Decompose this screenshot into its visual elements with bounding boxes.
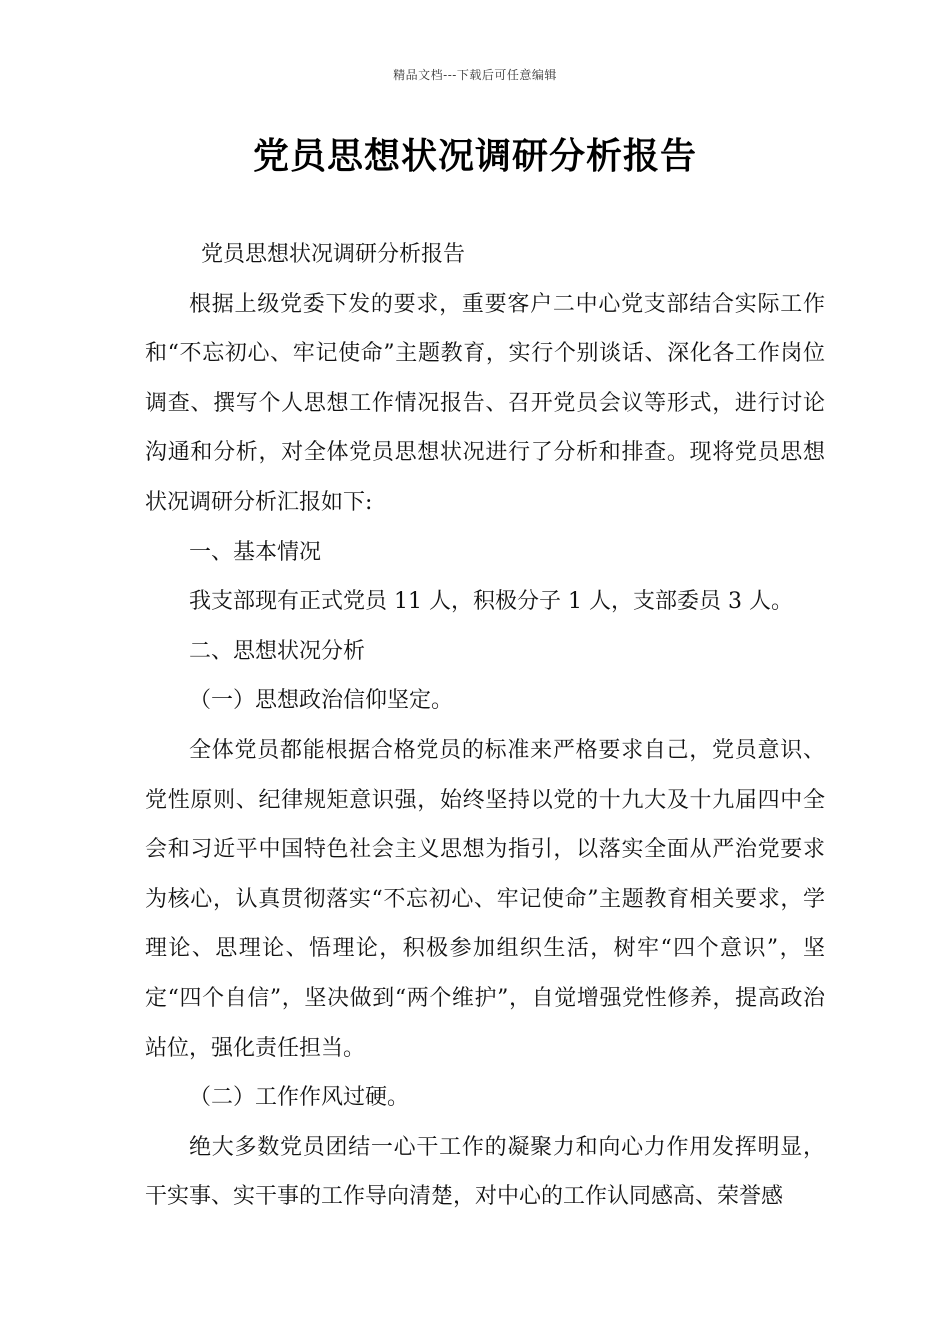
- subsection2-body: 绝大多数党员团结一心干工作的凝聚力和向心力作用发挥明显，干实事、实干事的工作导向清楚，对中心的工作认同感高、荣誉感: [145, 1134, 825, 1210]
- section1-heading: 一、基本情况: [189, 539, 322, 565]
- section1-body: 我支部现有正式党员 11 人，积极分子 1 人，支部委员 3 人。: [189, 589, 793, 615]
- document-subtitle: 党员思想状况调研分析报告: [201, 242, 466, 267]
- subsection1-heading: （一）思想政治信仰坚定。: [189, 688, 454, 714]
- document-title: 党员思想状况调研分析报告: [252, 136, 697, 177]
- document-body: [145, 230, 825, 1222]
- subsection2-heading: （二）工作作风过硬。: [189, 1085, 410, 1111]
- header-note: 精品文档---下载后可任意编辑: [393, 68, 557, 82]
- section2-heading: 二、思想状况分析: [189, 638, 366, 664]
- subsection1-body: 全体党员都能根据合格党员的标准来严格要求自己，党员意识、党性原则、纪律规矩意识强，始终坚持以党的十九大及十九届四中全会和习近平中国特色社会主义思想为指引，以落实全面从严治党要求为核心，认真贯彻落实“不忘初心、牢记使命”主题教育相关要求，学理论、思理论、悟理论，积极参加组织生活，树牢“四个意识”，坚定“四个自信”，坚决做到“两个维护”，自觉增强党性修养，提高政治站位，强化责任担当。: [145, 737, 825, 1061]
- paragraph-intro: 根据上级党委下发的要求，重要客户二中心党支部结合实际工作和“不忘初心、牢记使命”主题教育，实行个别谈话、深化各工作岗位调查、撰写个人思想工作情况报告、召开党员会议等形式，进行讨论沟通和分析，对全体党员思想状况进行了分析和排查。现将党员思想状况调研分析汇报如下:: [145, 291, 825, 515]
